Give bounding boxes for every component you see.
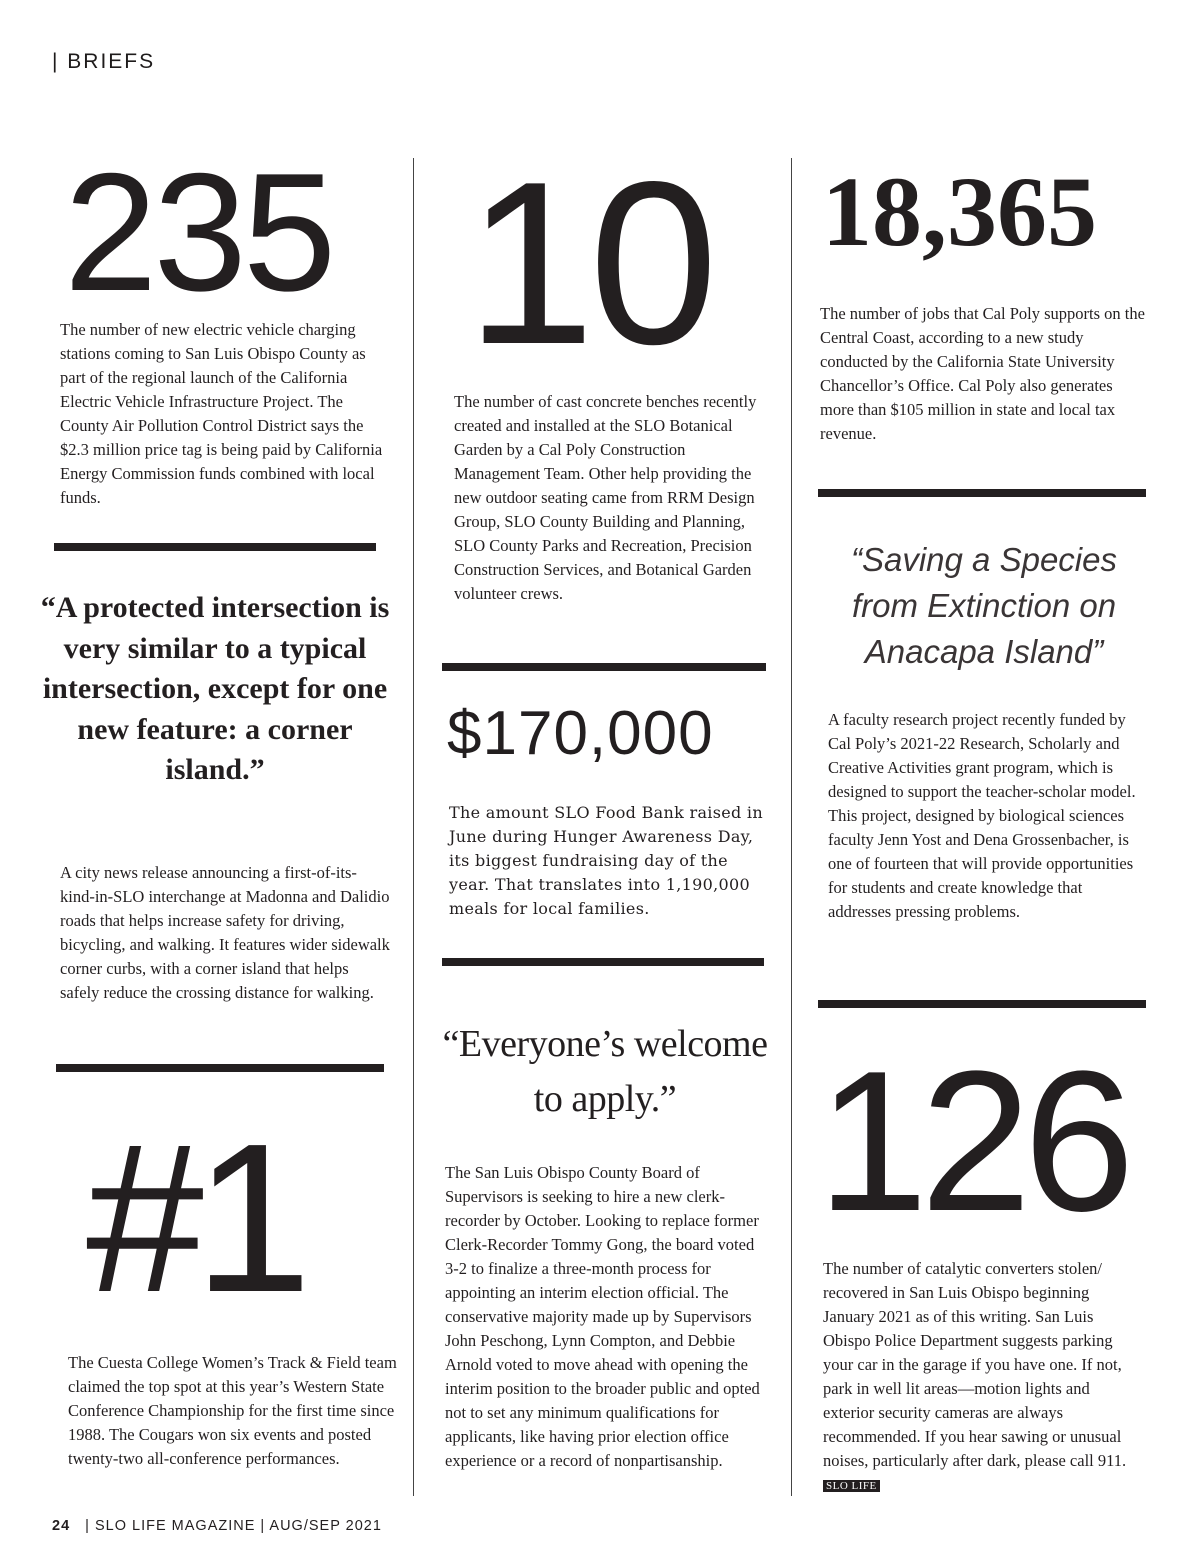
stat-126-text xyxy=(823,1257,1143,1498)
slo-life-end-badge: SLO LIFE xyxy=(823,1480,880,1492)
protected-intersection-quote: “A protected intersection is very similar to a typical intersection, except for one new feature: a corner island.” xyxy=(40,591,390,786)
stat-170000-text: The amount SLO Food Bank raised in June during Hunger Awareness Day, its biggest fundraising day of the year. That translates into 1,190,000 meals for local families. xyxy=(449,803,763,918)
stat-number-one-text: The Cuesta College Women’s Track & Field team claimed the top spot at this year’s Western State Conference Championship for the first time since 1988. The Cougars won six events and posted twenty-two all-conference performances. xyxy=(68,1353,397,1468)
rule-col2-1 xyxy=(442,663,766,671)
rule-col1-2 xyxy=(56,1064,384,1072)
column-divider-left xyxy=(413,158,414,1496)
stat-18365-text: The number of jobs that Cal Poly supports on the Central Coast, according to a new study conducted by the California State University Chancellor’s Office. Cal Poly also generates more than $105 million in state and local tax revenue. xyxy=(820,304,1145,443)
stat-number-one: #1 xyxy=(86,1099,302,1336)
stat-18365-number: 18,365 xyxy=(822,156,1097,267)
stat-10-text: The number of cast concrete benches recently created and installed at the SLO Botanical Garden by a Cal Poly Construction Management Team. Other help providing the new outdoor seating came from RRM Design Group, SLO County Building and Planning, SLO County Parks and Recreation, Precision Construction Services, and Botanical Garden volunteer crews. xyxy=(454,392,757,603)
stat-235-number: 235 xyxy=(64,138,333,326)
rule-col2-2 xyxy=(442,958,764,966)
saving-species-text: A faculty research project recently funded by Cal Poly’s 2021-22 Research, Scholarly and Creative Activities grant program, which is designed to support the teacher-scholar model. This project, designed by biological sciences faculty Jenn Yost and Dena Grossenbacher, is one of fourteen that will provide opportunities for students and create knowledge that addresses pressing problems. xyxy=(828,710,1136,921)
rule-col3-1 xyxy=(818,489,1146,497)
stat-10-number: 10 xyxy=(466,134,713,393)
everyone-welcome-text: The San Luis Obispo County Board of Supervisors is seeking to hire a new clerk-recorder by October. Looking to replace former Clerk-Recorder Tommy Gong, the board voted 3-2 to finalize a three-month process for appointing an interim election official. The conservative majority made up by Supervisors John Peschong, Lynn Compton, and Debbie Arnold voted to move ahead with opening the interim position to the broader public and opted not to set any minimum qualifications for applicants, like having prior election office experience or a record of nonpartisanship. xyxy=(445,1163,760,1470)
stat-235-text: The number of new electric vehicle charging stations coming to San Luis Obispo County as part of the regional launch of the California Electric Vehicle Infrastructure Project. The County Air Pollution Control District says the $2.3 million price tag is being paid by California Energy Commission funds combined with local funds. xyxy=(60,320,383,507)
page-footer xyxy=(52,1518,382,1534)
section-label: | BRIEFS xyxy=(52,50,156,73)
everyone-welcome-quote: “Everyone’s welcome to apply.” xyxy=(442,1023,768,1120)
stat-170000-number: $170,000 xyxy=(447,699,714,768)
saving-species-quote: “Saving a Species from Extinction on Anacapa Island” xyxy=(851,541,1117,670)
footer-magazine-issue: | SLO LIFE MAGAZINE | AUG/SEP 2021 xyxy=(85,1518,382,1534)
protected-intersection-text: A city news release announcing a first-of-its-kind-in-SLO interchange at Madonna and Dalidio roads that helps increase safety for driving, bicycling, and walking. It features wider sidewalk corner curbs, with a corner island that helps safely reduce the crossing distance for walking. xyxy=(60,863,390,1002)
page-number: 24 xyxy=(52,1518,71,1534)
rule-col3-2 xyxy=(818,1000,1146,1008)
stat-126-text-content: The number of catalytic converters stolen/ recovered in San Luis Obispo beginning January 2021 as of this writing. San Luis Obispo Police Department suggests parking your car in the garage if you have one. If not, park in well lit areas—motion lights and exterior security cameras are always recommended. If you hear sawing or unusual noises, particularly after dark, please call 911. xyxy=(823,1259,1127,1470)
rule-col1-1 xyxy=(54,543,376,551)
stat-126-number: 126 xyxy=(817,1030,1127,1253)
column-divider-right xyxy=(791,158,792,1496)
